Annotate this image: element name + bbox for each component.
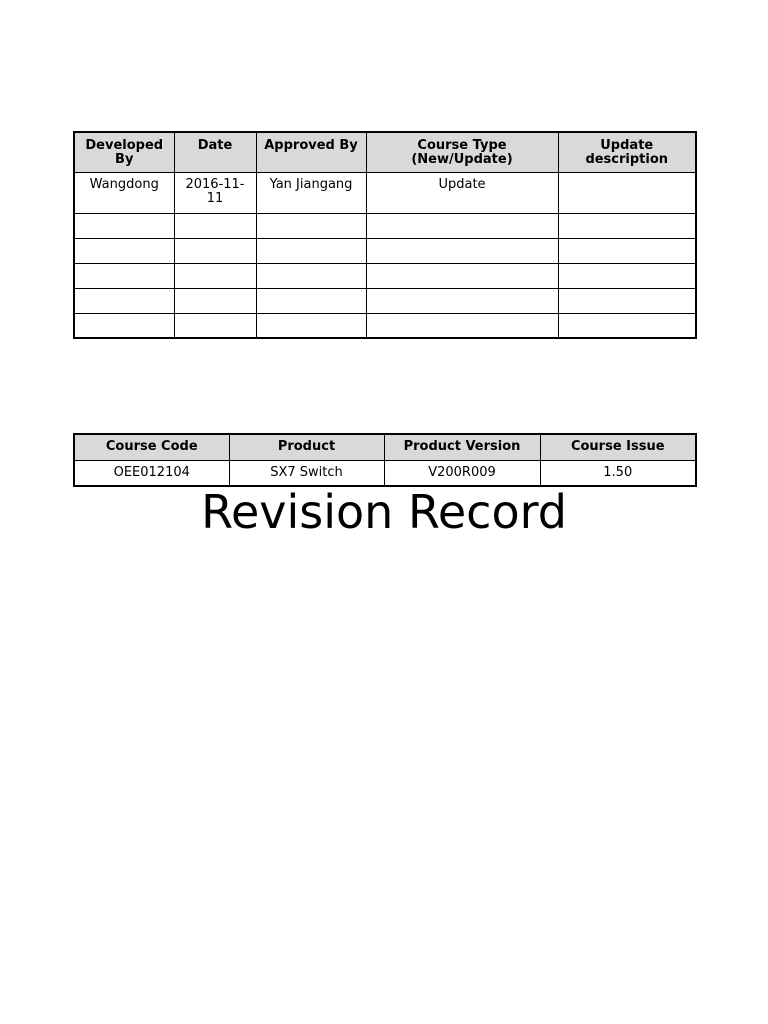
table-cell — [558, 172, 696, 213]
table-cell — [256, 313, 366, 338]
table-cell — [74, 263, 174, 288]
page-title: Revision Record — [201, 485, 567, 539]
table-cell — [74, 313, 174, 338]
table-cell: Update — [366, 172, 558, 213]
table-cell — [174, 238, 256, 263]
header-course-issue: Course Issue — [540, 434, 696, 460]
table-row — [74, 460, 696, 486]
table-row — [74, 313, 696, 338]
table-cell — [366, 263, 558, 288]
table-cell — [256, 288, 366, 313]
table-row — [74, 213, 696, 238]
table-row — [74, 263, 696, 288]
course-info-table — [73, 433, 697, 487]
revision-record-table — [73, 131, 697, 339]
table-cell — [366, 213, 558, 238]
table-header-row — [74, 434, 696, 460]
table-cell — [74, 213, 174, 238]
table-header-row — [74, 132, 696, 172]
header-course-type: Course Type (New/Update) — [366, 132, 558, 172]
header-approved-by: Approved By — [256, 132, 366, 172]
table-cell — [174, 263, 256, 288]
table-cell — [558, 238, 696, 263]
product-value: SX7 Switch — [229, 460, 384, 486]
table-cell: Yan Jiangang — [256, 172, 366, 213]
table-cell — [366, 288, 558, 313]
course-issue-value: 1.50 — [540, 460, 696, 486]
table-cell — [366, 238, 558, 263]
header-update-description: Update description — [558, 132, 696, 172]
table-cell: 2016-11-11 — [174, 172, 256, 213]
course-code-value: OEE012104 — [74, 460, 229, 486]
table-cell — [366, 313, 558, 338]
table-cell — [74, 288, 174, 313]
header-product: Product — [229, 434, 384, 460]
table-cell — [74, 238, 174, 263]
table-cell — [174, 313, 256, 338]
table-cell: Wangdong — [74, 172, 174, 213]
table-cell — [558, 263, 696, 288]
table-cell — [174, 213, 256, 238]
header-course-code: Course Code — [74, 434, 229, 460]
table-row — [74, 238, 696, 263]
header-date: Date — [174, 132, 256, 172]
header-developed-by: Developed By — [74, 132, 174, 172]
table-cell — [558, 288, 696, 313]
table-row — [74, 172, 696, 213]
table-cell — [558, 313, 696, 338]
header-product-version: Product Version — [384, 434, 540, 460]
table-cell — [256, 263, 366, 288]
table-cell — [256, 238, 366, 263]
table-cell — [256, 213, 366, 238]
table-row — [74, 288, 696, 313]
product-version-value: V200R009 — [384, 460, 540, 486]
table-cell — [558, 213, 696, 238]
table-cell — [174, 288, 256, 313]
